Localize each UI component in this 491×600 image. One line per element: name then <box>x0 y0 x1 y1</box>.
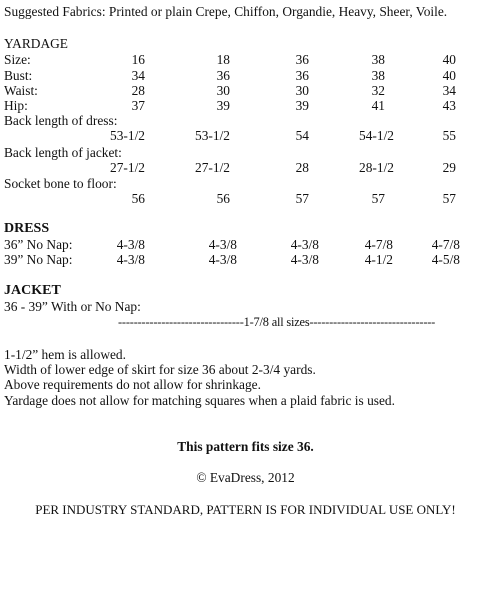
fits-size: This pattern fits size 36. <box>177 439 314 454</box>
yardage-heading: YARDAGE <box>4 36 68 51</box>
table-cell: 38 <box>371 68 385 83</box>
table-cell: 30 <box>295 83 309 98</box>
row-label-waist: Waist: <box>4 83 38 98</box>
table-cell: 37 <box>131 98 145 113</box>
table-cell: 55 <box>442 128 456 143</box>
table-cell: 41 <box>371 98 385 113</box>
table-cell: 39 <box>295 98 309 113</box>
table-cell: 34 <box>442 83 456 98</box>
copyright: © EvaDress, 2012 <box>196 470 295 485</box>
table-cell: 28 <box>131 83 145 98</box>
table-cell: 54-1/2 <box>359 128 394 143</box>
row-label-39-no-nap: 39” No Nap: <box>4 252 73 267</box>
table-cell: 38 <box>371 52 385 67</box>
note-shrinkage: Above requirements do not allow for shrinkage. <box>4 377 261 392</box>
jacket-label: 36 - 39” With or No Nap: <box>4 299 141 314</box>
table-cell: 18 <box>216 52 230 67</box>
table-cell: 30 <box>216 83 230 98</box>
table-cell: 53-1/2 <box>195 128 230 143</box>
table-cell: 36 <box>295 68 309 83</box>
note-plaid: Yardage does not allow for matching squares when a plaid fabric is used. <box>4 393 395 408</box>
jacket-all-sizes: --------------------------------1-7/8 all sizes-------------------------------- <box>118 315 436 329</box>
table-cell: 4-3/8 <box>208 237 237 252</box>
table-cell: 29 <box>442 160 456 175</box>
table-cell: 39 <box>216 98 230 113</box>
table-cell: 43 <box>442 98 456 113</box>
socket-bone-label: Socket bone to floor: <box>4 176 117 191</box>
table-cell: 16 <box>131 52 145 67</box>
table-cell: 57 <box>442 191 456 206</box>
row-label-36-no-nap: 36” No Nap: <box>4 237 73 252</box>
table-cell: 28-1/2 <box>359 160 394 175</box>
table-cell: 27-1/2 <box>195 160 230 175</box>
note-hem: 1-1/2” hem is allowed. <box>4 347 126 362</box>
table-cell: 4-3/8 <box>290 252 319 267</box>
table-cell: 4-3/8 <box>116 252 145 267</box>
table-cell: 57 <box>371 191 385 206</box>
table-cell: 53-1/2 <box>110 128 145 143</box>
table-cell: 4-7/8 <box>364 237 393 252</box>
industry-standard-notice: PER INDUSTRY STANDARD, PATTERN IS FOR INDIVIDUAL USE ONLY! <box>35 502 456 517</box>
note-width: Width of lower edge of skirt for size 36 about 2-3/4 yards. <box>4 362 316 377</box>
dress-heading: DRESS <box>4 221 50 236</box>
table-cell: 27-1/2 <box>110 160 145 175</box>
jacket-heading: JACKET <box>4 283 61 298</box>
table-cell: 4-7/8 <box>431 237 460 252</box>
table-cell: 40 <box>442 52 456 67</box>
table-cell: 36 <box>295 52 309 67</box>
row-label-bust: Bust: <box>4 68 33 83</box>
suggested-fabrics: Suggested Fabrics: Printed or plain Crepe, Chiffon, Organdie, Heavy, Sheer, Voile. <box>4 4 448 19</box>
table-cell: 4-3/8 <box>208 252 237 267</box>
table-cell: 4-5/8 <box>431 252 460 267</box>
table-cell: 36 <box>216 68 230 83</box>
row-label-hip: Hip: <box>4 98 28 113</box>
table-cell: 32 <box>371 83 385 98</box>
table-cell: 56 <box>131 191 145 206</box>
back-length-jacket-label: Back length of jacket: <box>4 145 122 160</box>
back-length-dress-label: Back length of dress: <box>4 113 118 128</box>
table-cell: 4-1/2 <box>364 252 393 267</box>
table-cell: 34 <box>131 68 145 83</box>
table-cell: 40 <box>442 68 456 83</box>
table-cell: 4-3/8 <box>116 237 145 252</box>
row-label-size: Size: <box>4 52 31 67</box>
table-cell: 56 <box>216 191 230 206</box>
table-cell: 28 <box>295 160 309 175</box>
table-cell: 54 <box>295 128 309 143</box>
table-cell: 4-3/8 <box>290 237 319 252</box>
table-cell: 57 <box>295 191 309 206</box>
